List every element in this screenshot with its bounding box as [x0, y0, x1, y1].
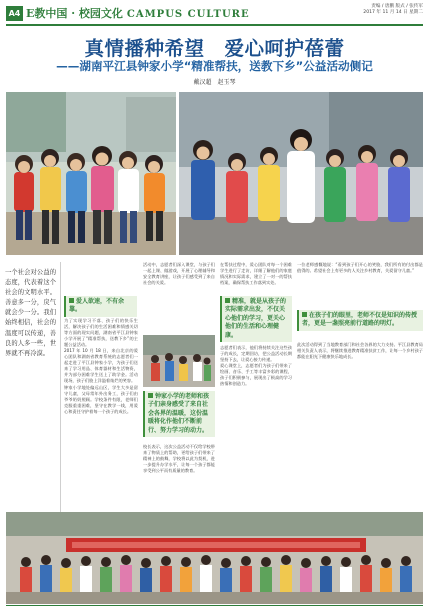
bottom-rule [6, 605, 423, 606]
section-brand [26, 5, 250, 21]
article-body-col-b-bottom [143, 444, 215, 508]
paragraph: 为了实现学习不落、孩子们的快乐生活，解决孩子们的生活困难和情感关切等方面的现实问题，湖南省平江县钟家小学开展了“精准帮扶，送教下乡”的主题公益活动。 [64, 318, 138, 348]
paragraph: 2017 年 10 月 18 日，来自北京的爱心团队和湖南省教育系统的志愿者们一起走进了平江县钟家小学，为孩子们送来了学习用品、体育器材和生活物资，并为部分困难学生送上了助学金。活动现场，孩子们脸上洋溢着灿烂的笑容。 [64, 348, 138, 384]
photo-children-group [6, 92, 176, 255]
article-body-col-c-top [220, 262, 292, 292]
paragraph: 钟家小学地处偏远山区，学生大多是留守儿童，父母常年外出务工，孩子们由爷爷奶奶照顾。学校条件有限，老师们克服重重困难，坚守在教学一线，用爱心和责任守护着每一个孩子的成长。 [64, 384, 138, 414]
square-bullet-icon [69, 298, 74, 303]
paragraph: 活动中，志愿者们深入课堂，与孩子们一起上课、做游戏，开展了心理辅导和安全教育讲座，让孩子们感受到了来自社会的关爱。 [143, 262, 215, 286]
paragraph: 一位老师感慨地说：“看到孩子们开心的笑脸，我们所有的付出都是值得的。希望社会上有更多的人关注乡村教育，关爱留守儿童。” [297, 262, 423, 274]
article-body-col-d-top [297, 262, 423, 306]
brand-cn-title: 教中国 · 校园文化 [34, 7, 123, 20]
section-heading-2: 钟家小学的老师和孩子们亲身感受了来自社会各界的温暖，这份温暖将化作他们不断前行、努力学习的动力。 [143, 391, 215, 437]
issue-date: 2017 年 11 月 14 日 星期二 [363, 10, 423, 16]
brand-en-title: CAMPUS CULTURE [126, 9, 250, 20]
photo-group-banner [6, 512, 423, 604]
article-subhead: ——湖南平江县钟家小学“精准帮扶，送教下乡”公益活动侧记 [56, 59, 373, 73]
article-body-col-d [297, 342, 423, 508]
column-divider [60, 262, 61, 512]
paragraph: 此次活动得到了当地教育部门和社会各界的大力支持。平江县教育局相关负责人表示，将继续推进教育精准扶贫工作，让每一个乡村孩子都能在阳光下健康快乐地成长。 [297, 342, 423, 360]
paragraph: 校长表示，这次公益活动不仅给学校带来了物质上的帮助，更给孩子们带来了精神上的鼓舞，学校将以此为契机，进一步提升办学水平，让每一个孩子都能享受到公平而有质量的教育。 [143, 444, 215, 474]
issue-meta [319, 4, 423, 17]
photo-classroom [143, 335, 215, 387]
editor-line: 责编 / 唐鹏 版式 / 张传军 [371, 4, 423, 9]
article-headline: 真情播种希望 爱心呵护蓓蕾 [84, 37, 345, 60]
article-body-col-c [220, 345, 292, 508]
paragraph: 志愿者们表示，他们将持续关注这些孩子的成长，定期回访，把公益活动长期坚持下去，让爱心接力传递。 [220, 345, 292, 363]
paragraph: 爱心课堂上，志愿者们为孩子们带来了绘画、音乐、手工等丰富多彩的课程，孩子们积极参与，展现出了极高的学习热情和创造力。 [220, 363, 292, 387]
section-heading-3: 精准，就是从孩子的实际需求出发，不仅关心他们的学习，更关心他们的生活和心理健康。 [220, 296, 292, 342]
article-byline: 戴汉超 赵玉琴 [193, 79, 236, 86]
article-body-col-a [64, 318, 138, 508]
square-bullet-icon [148, 393, 153, 398]
photo-teacher-children [179, 92, 423, 255]
masthead [6, 4, 423, 26]
sidebar-quote: 一个社会对公益的态度，代表着这个社会的文明水平。善意多一分，戾气就会少一分。我们始终相信，社会的温度可以传递，善良的人多一些，世界就不再冷漠。 [5, 269, 56, 357]
paragraph: 在帮扶过程中，爱心团队对每一个困难学生进行了走访，详细了解他们的家庭情况和实际需求，建立了一对一的帮扶档案，确保帮扶工作落到实处。 [220, 262, 292, 286]
page-number-badge: A4 [6, 6, 23, 21]
section-heading-4: 在孩子们的眼里，老师不仅是知识的传授者，更是一盏照亮前行道路的明灯。 [297, 310, 423, 331]
brand-e-logo: E [26, 7, 35, 20]
square-bullet-icon [302, 312, 307, 317]
masthead-rule [6, 24, 423, 26]
section-heading-1: 爱人欲速，不有余靠。 [64, 296, 137, 317]
square-bullet-icon [225, 298, 230, 303]
